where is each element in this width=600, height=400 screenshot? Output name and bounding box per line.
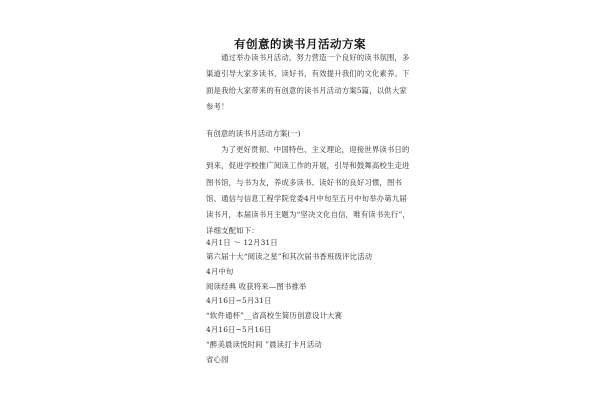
document-title: 有创意的读书月活动方案: [234, 37, 366, 51]
section-paragraph: [206, 142, 410, 240]
section-heading: 有创意的读书月活动方案(一): [206, 129, 301, 138]
section-paragraph-text: 为了更好贯彻、中国特色、主义理论，迎接世界读书日的到来，促进学校推广阅读工作的开展，引导和鼓舞高校生走进图书馆，与书为友，养成多读书、读好书的良好习惯，图书馆、通信与信息工程学院党委4月中旬至五月中旬举办第九届读书月，本届读书月主题为“坚决文化自信，唯有读书先行”，详细支配如下：: [206, 145, 410, 236]
schedule-line: 阅读经典 收获将来—图书推举: [206, 282, 307, 291]
schedule-line: 第六届十大“阅读之星”和其次届书香班级评比活动: [206, 252, 373, 261]
schedule-line: 4月16日~5月31日: [206, 296, 272, 305]
intro-paragraph: 通过举办读书月活动，努力营造一个良好的读书氛围，多渠道引导大家多读书、读好书，有效提升我们的文化素养。下面是我给大家带来的有创意的读书月活动方案5篇，以供大家参考！: [206, 53, 410, 111]
schedule-line: “软件通杯”__省高校生简历创意设计大赛: [206, 311, 343, 320]
schedule-line: 省心园: [206, 355, 229, 364]
schedule-line: 4月中旬: [206, 267, 234, 276]
schedule-line: 4月16日~5月16日: [206, 325, 272, 334]
schedule-line: “醉美晨读悦时间 ”晨读打卡月活动: [206, 340, 322, 349]
schedule-line: 4月1日 ～ 12月31日: [206, 238, 278, 247]
